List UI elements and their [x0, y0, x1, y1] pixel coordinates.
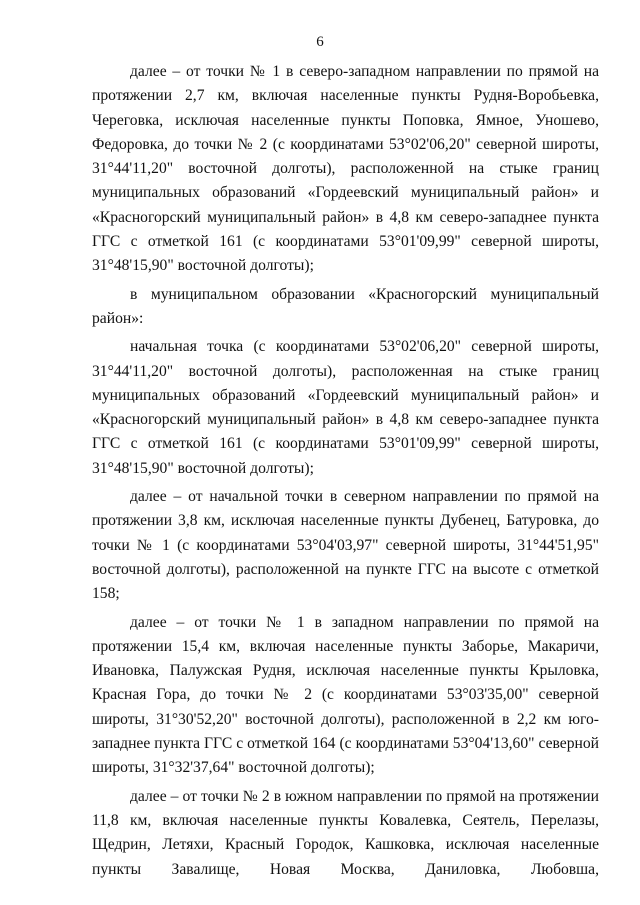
paragraph-start-point: начальная точка (с координатами 53°02'06,20" северной широты, 31°44'11,20" восточной долготы), расположенная на стыке границ муниципальных образований «Гордеевский муниципальный район» и «Красногорский муниципальный район» в 4,8 км северо-западнее пункта ГГС с отметкой 161 (с координатами 53°01'09,99" северной широты, 31°48'15,90" восточной долготы);	[92, 338, 599, 477]
paragraph-south-segment: далее – от точки № 2 в южном направлении по прямой на протяжении 11,8 км, включая населенные пункты Ковалевка, Сеятель, Перелазы, Щедрин, Летяхи, Красный Городок, Кашковка, исключая населенные пункты Завалище, Новая Москва, Даниловка, Любовша,	[92, 787, 599, 878]
paragraph-north-segment: далее – от начальной точки в северном направлении по прямой на протяжении 3,8 км, исключая населенные пункты Дубенец, Батуровка, до точки № 1 (с координатами 53°04'03,97" северной широты, 31°44'51,95" восточной долготы), расположенной на пункте ГГС на высоте с отметкой 158;	[92, 488, 599, 603]
paragraph-west-segment: далее – от точки № 1 в западном направлении по прямой на протяжении 15,4 км, включая населенные пункты Заборье, Макаричи, Ивановка, Палужская Рудня, исключая населенные пункты Крыловка, Красная Гора, до точки № 2 (с координатами 53°03'35,00" северной широты, 31°30'52,20" восточной долготы), расположенной в 2,2 км юго-западнее пункта ГГС с отметкой 164 (с координатами 53°04'13,60" северной широты, 31°32'37,64" восточной долготы);	[92, 613, 599, 777]
paragraph-point-1-to-2: далее – от точки № 1 в северо-западном направлении по прямой на протяжении 2,7 км, включая населенные пункты Рудня-Воробьевка, Череговка, исключая населенные пункты Поповка, Ямное, Уношево, Федоровка, до точки № 2 (с координатами 53°02'06,20" северной широты, 31°44'11,20" восточной долготы), расположенной на стыке границ муниципальных образований «Гордеевский муниципальный район» и «Красногорский муниципальный район» в 4,8 км северо-западнее пункта ГГС с отметкой 161 (с координатами 53°01'09,99" северной широты, 31°48'15,90" восточной долготы);	[92, 63, 599, 275]
document-body	[92, 60, 599, 882]
page-number: 6	[316, 34, 324, 50]
paragraph-section-heading: в муниципальном образовании «Красногорский муниципальный район»:	[92, 285, 599, 327]
